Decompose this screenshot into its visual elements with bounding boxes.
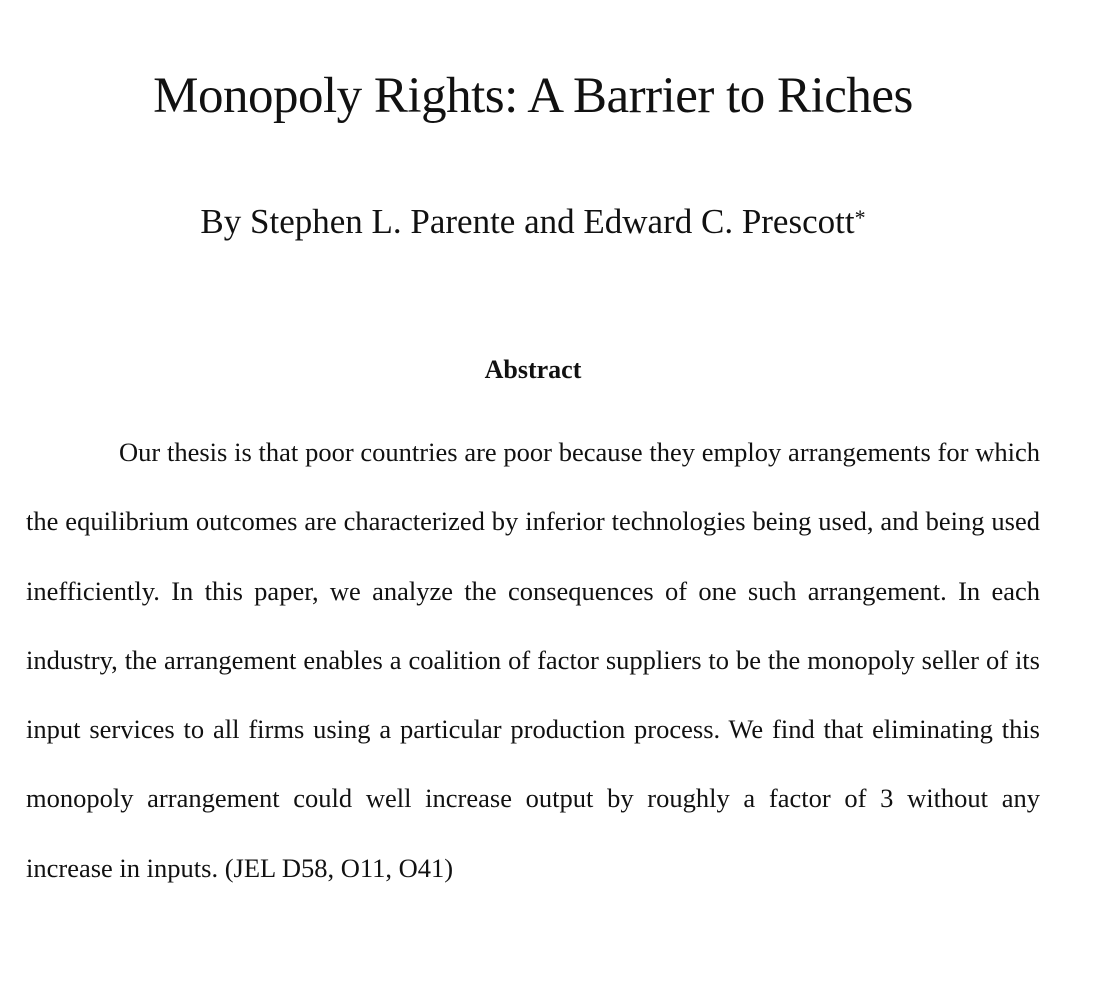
abstract-heading: Abstract — [484, 355, 582, 384]
author-names: By Stephen L. Parente and Edward C. Prescott — [200, 202, 855, 241]
author-line — [0, 200, 1066, 244]
abstract-text: Our thesis is that poor countries are poor because they employ arrangements for which the equilibrium outcomes are characterized by inferior technologies being used, and being used inefficiently. In this paper, we analyze the consequences of one such arrangement. In each industry, the arrangement enables a coalition of factor suppliers to be the monopoly seller of its input services to all firms using a particular production process. We find that eliminating this monopoly arrangement could well increase output by roughly a factor of 3 without any increase in inputs. (JEL D58, O11, O41) — [26, 437, 1040, 883]
author-footnote-mark: * — [854, 205, 866, 230]
paper-title: Monopoly Rights: A Barrier to Riches — [153, 68, 913, 124]
